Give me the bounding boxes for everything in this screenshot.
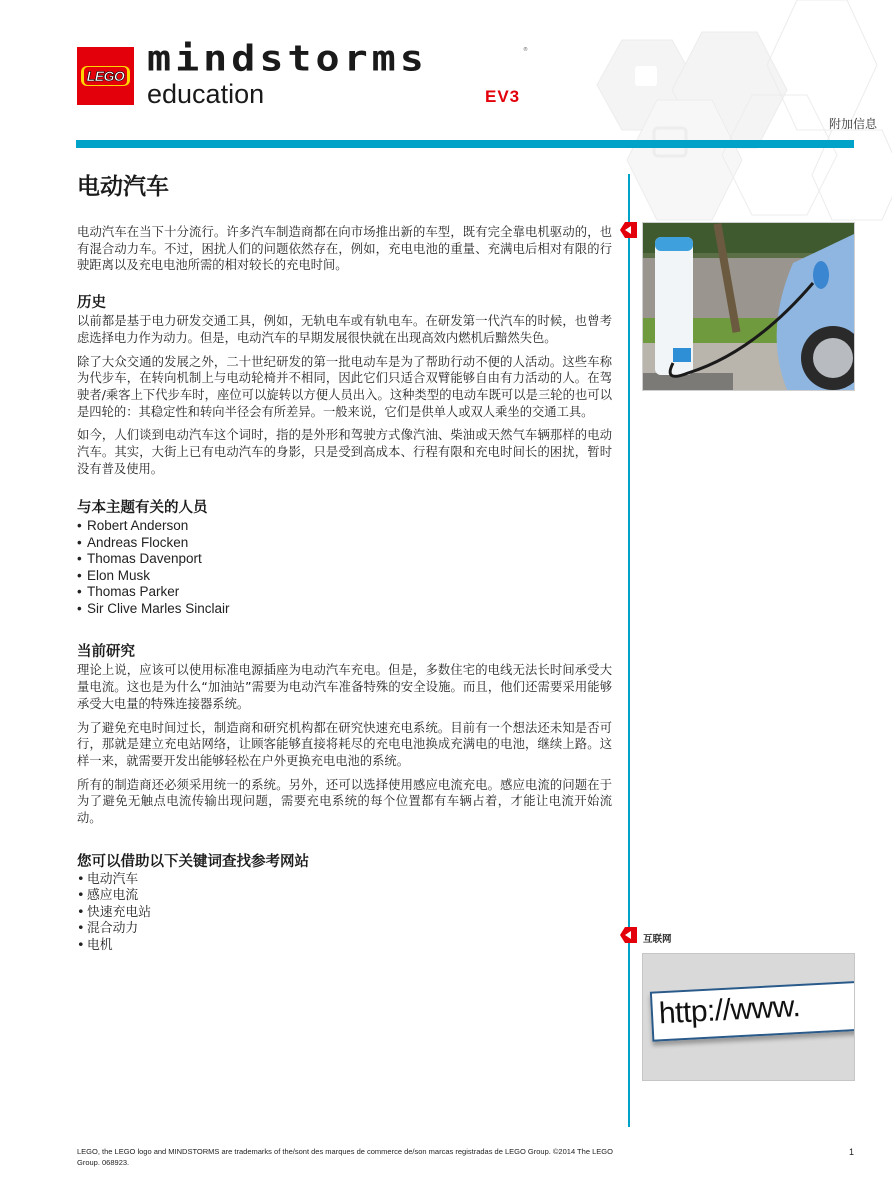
legal-footer: LEGO, the LEGO logo and MINDSTORMS are trademarks of the/sont des marques de commerce de/son marcas registradas de LEGO Group. ©2014 The LEGO Group. 068923. bbox=[77, 1147, 613, 1167]
keywords-heading: 您可以借助以下关键词查找参考网站 bbox=[77, 853, 309, 870]
history-heading: 历史 bbox=[77, 295, 106, 312]
url-bar-graphic: http://www. bbox=[650, 980, 855, 1041]
header-accent-bar bbox=[76, 140, 854, 148]
keywords-list bbox=[77, 872, 612, 955]
ev3-wordmark: EV3 bbox=[485, 87, 521, 106]
history-paragraph: 如今，人们谈到电动汽车这个词时，指的是外形和驾驶方式像汽油、柴油或天然气车辆那样的电动汽车。其实，大街上已有电动汽车的身影，只是受到高成本、行程有限和充电时间长的困扰，暂时没有普及使用。 bbox=[77, 428, 612, 476]
list-item: • 电机 bbox=[77, 937, 113, 953]
research-paragraph: 所有的制造商还必须采用统一的系统。另外，还可以选择使用感应电流充电。感应电流的问题在于为了避免无触点电流传输出现问题，需要充电系统的每个位置都有车辆占着，才能让电流开始流动。 bbox=[77, 777, 612, 826]
research-paragraph: 理论上说，应该可以使用标准电源插座为电动汽车充电。但是，多数住宅的电线无法长时间承受大量电流。这也是为什么“加油站”需要为电动汽车准备特殊的安全设施。而且，他们还需要采用能够承受大电量的特殊连接器系统。 bbox=[77, 663, 612, 711]
lego-logo: LEGO bbox=[77, 47, 134, 105]
article-body bbox=[77, 170, 612, 954]
column-divider bbox=[628, 174, 630, 1127]
research-paragraph: 为了避免充电时间过长，制造商和研究机构都在研究快速充电系统。目前有一个想法还未知是否可行，那就是建立充电站网络，让顾客能够直接将耗尽的充电电池换成充满电的电池，继续上路。这样一来，就需要开发出能够轻松在户外更换充电电池的系统。 bbox=[77, 720, 612, 768]
arrow-marker-icon bbox=[620, 222, 637, 238]
people-heading: 与本主题有关的人员 bbox=[77, 500, 208, 517]
section-tag: 附加信息 bbox=[829, 117, 878, 131]
list-item: • Andreas Flocken bbox=[77, 534, 189, 550]
page-title: 电动汽车 bbox=[77, 174, 169, 200]
arrow-marker-icon bbox=[620, 927, 637, 943]
list-item: • Robert Anderson bbox=[77, 518, 189, 534]
mindstorms-wordmark: mindstorms bbox=[147, 38, 428, 80]
registered-mark: ® bbox=[523, 47, 528, 53]
list-item: • Elon Musk bbox=[77, 567, 151, 583]
internet-label: 互联网 bbox=[643, 934, 672, 945]
history-paragraph: 以前都是基于电力研发交通工具，例如，无轨电车或有轨电车。在研发第一代汽车的时候，也曾考虑选择电力作为动力。但是，电动汽车的早期发展很快就在出现高效内燃机后黯然失色。 bbox=[77, 314, 612, 345]
list-item: • Thomas Parker bbox=[77, 584, 180, 600]
list-item: • 感应电流 bbox=[77, 888, 139, 904]
intro-paragraph: 电动汽车在当下十分流行。许多汽车制造商都在向市场推出新的车型，既有完全靠电机驱动的，也有混合动力车。不过，困扰人们的问题依然存在，例如，充电电池的重量、充满电后相对有限的行驶距离以及充电电池所需的相对较长的充电时间。 bbox=[77, 225, 612, 273]
list-item: • Thomas Davenport bbox=[77, 551, 202, 567]
list-item: • 电动汽车 bbox=[77, 871, 139, 887]
research-heading: 当前研究 bbox=[77, 644, 135, 661]
lego-mindstorms-education-logo bbox=[77, 38, 528, 109]
people-list bbox=[77, 518, 612, 617]
education-wordmark: education bbox=[147, 79, 265, 109]
internet-url-illustration bbox=[642, 953, 855, 1081]
page-number: 1 bbox=[849, 1147, 855, 1157]
history-paragraph: 除了大众交通的发展之外，二十世纪研发的第一批电动车是为了帮助行动不便的人活动。这些车称为代步车，在转向机制上与电动轮椅并不相同，因此它们只适合双臂能够自由有力活动的人。在驾驶者/乘客上下代步车时，座位可以旋转以方便人员出入。这种类型的电动车既可以是三轮的也可以是四轮的：其稳定性和转向半径会有所差异。一般来说，它们是供单人或双人乘坐的交通工具。 bbox=[77, 354, 612, 419]
list-item: • 混合动力 bbox=[77, 921, 139, 937]
list-item: • 快速充电站 bbox=[77, 904, 151, 920]
photo-illustration bbox=[643, 223, 855, 391]
list-item: • Sir Clive Marles Sinclair bbox=[77, 600, 230, 616]
electric-car-charging-photo bbox=[642, 222, 855, 391]
